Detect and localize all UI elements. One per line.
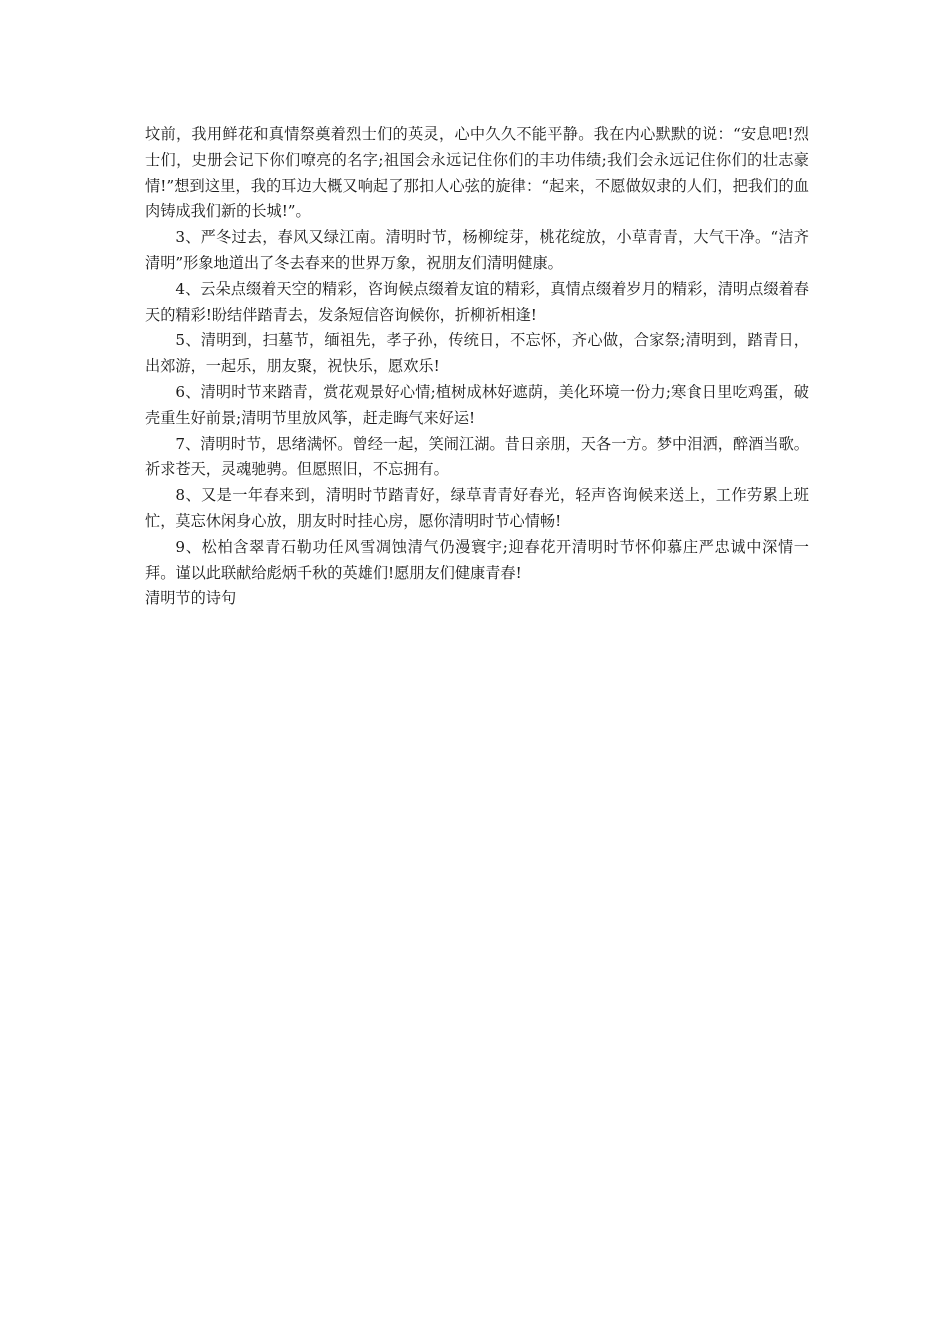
paragraph-item-5: 5、清明到，扫墓节，缅祖先，孝子孙，传统日，不忘怀，齐心做，合家祭;清明到，踏青日，出郊游，一起乐，朋友聚，祝快乐，愿欢乐! xyxy=(145,331,809,376)
paragraph-item-8: 8、又是一年春来到，清明时节踏青好，绿草青青好春光，轻声咨询候来送上，工作劳累上班忙，莫忘休闲身心放，朋友时时挂心房，愿你清明时节心情畅! xyxy=(145,486,809,530)
document-body xyxy=(145,122,809,612)
paragraph-item-4: 4、云朵点缀着天空的精彩，咨询候点缀着友谊的精彩，真情点缀着岁月的精彩，清明点缀着春天的精彩!盼结伴踏青去，发条短信咨询候你，折柳祈相逢! xyxy=(145,279,809,324)
paragraph-item-6: 6、清明时节来踏青，赏花观景好心情;植树成林好遮荫，美化环境一份力;寒食日里吃鸡蛋，破壳重生好前景;清明节里放风筝，赶走晦气来好运! xyxy=(145,382,809,427)
paragraph-intro: 坟前，我用鲜花和真情祭奠着烈士们的英灵，心中久久不能平静。我在内心默默的说：“安息吧!烈士们，史册会记下你们嘹亮的名字;祖国会永远记住你们的丰功伟绩;我们会永远记住你们的壮志豪情!”想到这里，我的耳边大概又响起了那扣人心弦的旋律：“起来，不愿做奴隶的人们，把我们的血肉铸成我们新的长城!”。 xyxy=(145,125,809,221)
section-heading: 清明节的诗句 xyxy=(145,589,237,608)
paragraph-item-7: 7、清明时节，思绪满怀。曾经一起，笑闹江湖。昔日亲朋，天各一方。梦中泪洒，醉酒当歌。祈求苍天，灵魂驰骋。但愿照旧，不忘拥有。 xyxy=(145,434,809,479)
paragraph-item-3: 3、严冬过去，春风又绿江南。清明时节，杨柳绽芽，桃花绽放，小草青青，大气干净。“洁齐清明”形象地道出了冬去春来的世界万象，祝朋友们清明健康。 xyxy=(145,228,809,272)
paragraph-item-9: 9、松柏含翠青石勒功任风雪凋蚀清气仍漫寰宇;迎春花开清明时节怀仰慕庄严忠诚中深情一拜。谨以此联献给彪炳千秋的英雄们!愿朋友们健康青春! xyxy=(145,537,809,582)
